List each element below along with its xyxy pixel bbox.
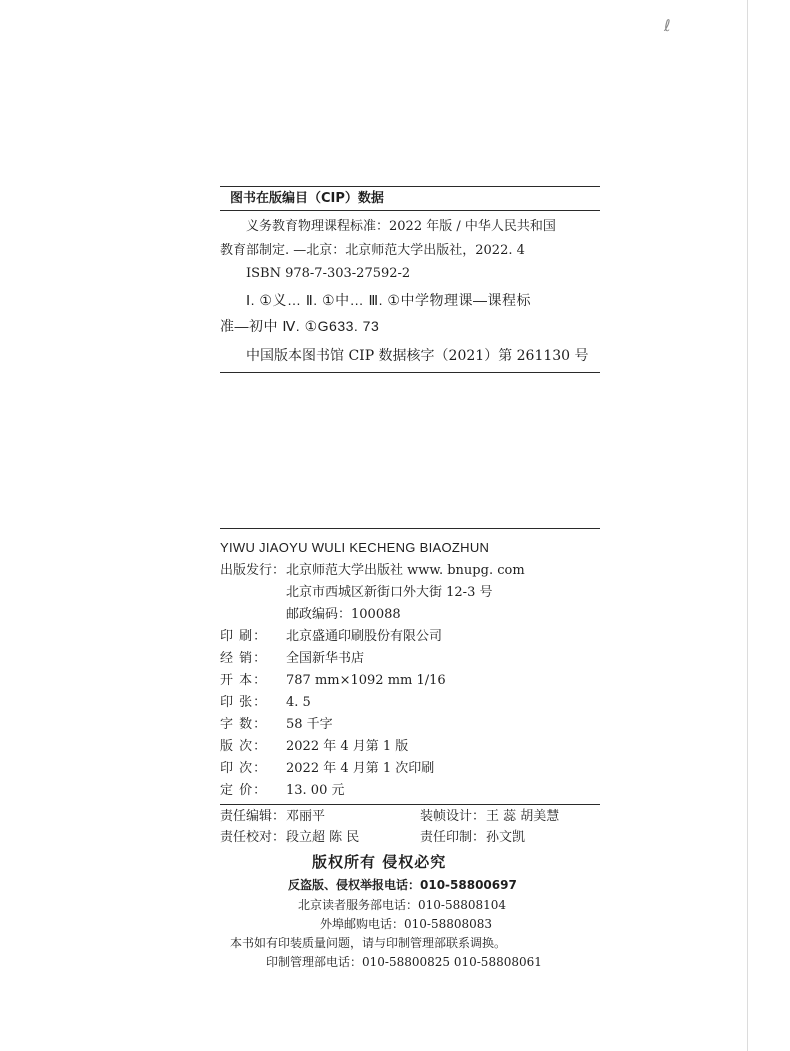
- anti-piracy-hotline: 反盗版、侵权举报电话：010-58800697: [288, 878, 517, 892]
- publisher-label: 出版发行：: [220, 563, 286, 578]
- spec-label-format: 开 本：: [220, 673, 268, 688]
- quality-notice: 本书如有印装质量问题，请与印制管理部联系调换。: [230, 936, 507, 950]
- imprint-top-rule: [220, 528, 600, 529]
- spec-value-format: 787 mm×1092 mm 1/16: [286, 673, 446, 688]
- editor-name: 邓丽平: [286, 809, 326, 824]
- design-label: 装帧设计：: [420, 809, 486, 824]
- cip-isbn: ISBN 978-7-303-27592-2: [246, 266, 411, 281]
- cip-title-rule: [220, 210, 600, 211]
- spec-label-edition: 版 次：: [220, 739, 268, 754]
- cip-bottom-rule: [220, 372, 600, 373]
- cip-line-2: 教育部制定. —北京：北京师范大学出版社，2022. 4: [220, 243, 525, 258]
- spec-value-printing: 2022 年 4 月第 1 次印刷: [286, 761, 435, 776]
- spec-label-distributor: 经 销：: [220, 651, 268, 666]
- cip-record-number: 中国版本图书馆 CIP 数据核字（2021）第 261130 号: [246, 348, 589, 364]
- spec-value-edition: 2022 年 4 月第 1 版: [286, 739, 409, 754]
- spec-value-distributor: 全国新华书店: [286, 651, 365, 666]
- pencil-mark: ℓ: [664, 16, 671, 35]
- publisher-address: 北京市西城区新街口外大街 12-3 号: [286, 585, 493, 600]
- mail-order-phone: 外埠邮购电话：010-58808083: [320, 917, 493, 931]
- cip-top-rule: [220, 186, 600, 187]
- cip-line-1: 义务教育物理课程标准：2022 年版 / 中华人民共和国: [246, 219, 556, 234]
- cip-classification-1: Ⅰ. ①义… Ⅱ. ①中… Ⅲ. ①中学物理课—课程标: [246, 292, 531, 308]
- print-dept-phone: 印制管理部电话：010-58800825 010-58808061: [266, 955, 542, 969]
- print-manager-name: 孙文凯: [486, 830, 526, 845]
- proof-label: 责任校对：: [220, 830, 286, 845]
- copyright-heading: 版权所有 侵权必究: [312, 853, 447, 871]
- spec-label-sheets: 印 张：: [220, 695, 268, 710]
- cip-title: 图书在版编目（CIP）数据: [230, 191, 384, 206]
- spec-label-printer: 印 刷：: [220, 629, 268, 644]
- publisher-postcode: 邮政编码：100088: [286, 607, 401, 622]
- design-names: 王 蕊 胡美慧: [486, 809, 560, 824]
- cip-classification-2: 准—初中 Ⅳ. ①G633. 73: [220, 318, 380, 334]
- spec-label-price: 定 价：: [220, 783, 268, 798]
- page-edge-line: [747, 0, 748, 1051]
- spec-value-words: 58 千字: [286, 717, 333, 732]
- spec-value-sheets: 4. 5: [286, 695, 311, 710]
- reader-service-phone: 北京读者服务部电话：010-58808104: [298, 898, 507, 912]
- imprint-staff-rule: [220, 804, 600, 805]
- print-manager-label: 责任印制：: [420, 830, 486, 845]
- spec-label-words: 字 数：: [220, 717, 268, 732]
- editor-label: 责任编辑：: [220, 809, 286, 824]
- pinyin-title: YIWU JIAOYU WULI KECHENG BIAOZHUN: [220, 540, 490, 555]
- spec-label-printing: 印 次：: [220, 761, 268, 776]
- spec-value-printer: 北京盛通印刷股份有限公司: [286, 629, 443, 644]
- proof-names: 段立超 陈 民: [286, 830, 360, 845]
- publisher-name-url: 北京师范大学出版社 www. bnupg. com: [286, 563, 525, 578]
- spec-value-price: 13. 00 元: [286, 783, 345, 798]
